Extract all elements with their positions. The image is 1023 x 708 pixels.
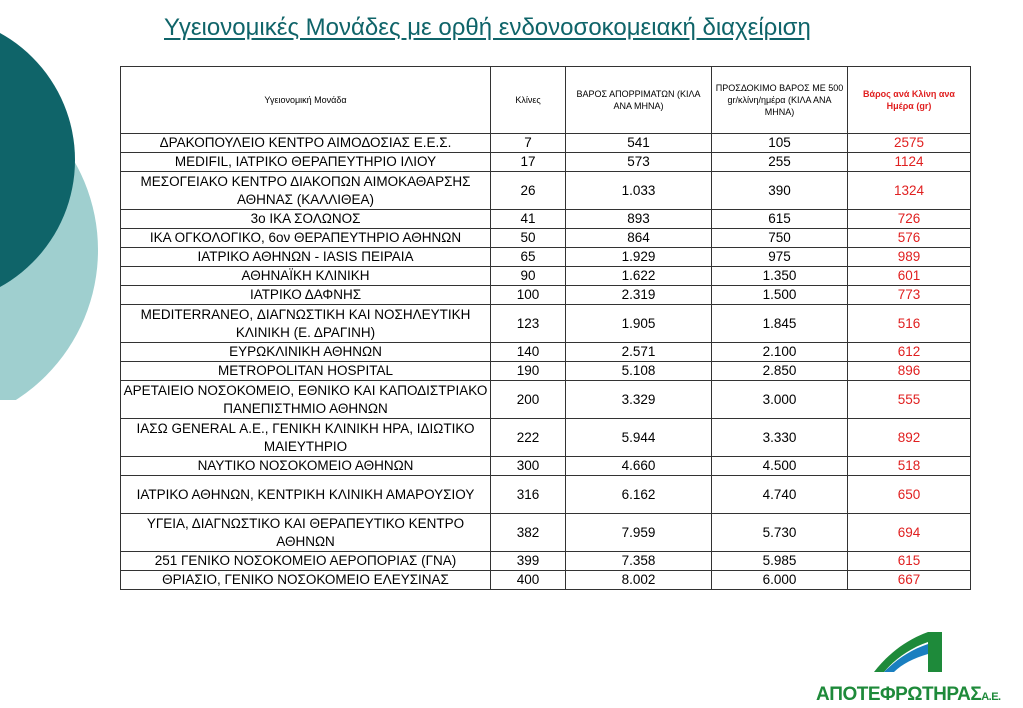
cell-weight-per-bed: 667 [848,571,971,590]
cell-weight-per-bed: 2575 [848,134,971,153]
logo-suffix: Α.Ε. [981,691,1001,703]
logo-wordmark [816,684,1001,706]
cell-unit-name: ΕΥΡΩΚΛΙΝΙΚΗ ΑΘΗΝΩΝ [121,343,491,362]
cell-waste-weight: 6.162 [566,476,712,514]
cell-expected-weight: 2.850 [712,362,848,381]
cell-beds: 41 [491,210,566,229]
header-waste-weight: ΒΑΡΟΣ ΑΠΟΡΡΙΜΑΤΩΝ (ΚΙΛΑ ΑΝΑ ΜΗΝΑ) [566,67,712,134]
cell-waste-weight: 7.358 [566,552,712,571]
cell-unit-name: ΙΑΤΡΙΚΟ ΑΘΗΝΩΝ, ΚΕΝΤΡΙΚΗ ΚΛΙΝΙΚΗ ΑΜΑΡΟΥΣΙΟΥ [121,476,491,514]
cell-weight-per-bed: 694 [848,514,971,552]
table-row [121,343,971,362]
cell-expected-weight: 3.000 [712,381,848,419]
logo-name: ΑΠΟΤΕΦΡΩΤΗΡΑΣ [816,684,982,705]
cell-unit-name: ΜΕΣΟΓΕΙΑΚΟ ΚΕΝΤΡΟ ΔΙΑΚΟΠΩΝ ΑΙΜΟΚΑΘΑΡΣΗΣ ΑΘΗΝΑΣ (ΚΑΛΛΙΘΕΑ) [121,172,491,210]
table-body [121,134,971,590]
cell-beds: 316 [491,476,566,514]
table-row [121,229,971,248]
table-row [121,457,971,476]
cell-expected-weight: 390 [712,172,848,210]
cell-beds: 50 [491,229,566,248]
cell-unit-name: ΔΡΑΚΟΠΟΥΛΕΙΟ ΚΕΝΤΡΟ ΑΙΜΟΔΟΣΙΑΣ Ε.Ε.Σ. [121,134,491,153]
cell-unit-name: METROPOLITAN HOSPITAL [121,362,491,381]
cell-unit-name: ΙΑΤΡΙΚΟ ΔΑΦΝΗΣ [121,286,491,305]
table-row [121,153,971,172]
cell-unit-name: 3ο ΙΚΑ ΣΟΛΩΝΟΣ [121,210,491,229]
cell-beds: 400 [491,571,566,590]
cell-unit-name: 251 ΓΕΝΙΚΟ ΝΟΣΟΚΟΜΕΙΟ ΑΕΡΟΠΟΡΙΑΣ (ΓΝΑ) [121,552,491,571]
cell-waste-weight: 2.319 [566,286,712,305]
cell-expected-weight: 1.845 [712,305,848,343]
table-row [121,419,971,457]
cell-beds: 26 [491,172,566,210]
cell-expected-weight: 4.500 [712,457,848,476]
cell-waste-weight: 1.905 [566,305,712,343]
company-logo [812,628,1022,706]
cell-beds: 300 [491,457,566,476]
header-beds: Κλίνες [491,67,566,134]
cell-waste-weight: 4.660 [566,457,712,476]
cell-beds: 222 [491,419,566,457]
cell-waste-weight: 5.944 [566,419,712,457]
cell-waste-weight: 864 [566,229,712,248]
cell-unit-name: ΑΘΗΝΑΪΚΗ ΚΛΙΝΙΚΗ [121,267,491,286]
cell-expected-weight: 105 [712,134,848,153]
cell-unit-name: MEDIFIL, ΙΑΤΡΙΚΟ ΘΕΡΑΠΕΥΤΗΡΙΟ ΙΛΙΟΥ [121,153,491,172]
table-header-row [121,67,971,134]
cell-waste-weight: 893 [566,210,712,229]
cell-beds: 65 [491,248,566,267]
cell-beds: 382 [491,514,566,552]
cell-beds: 7 [491,134,566,153]
cell-unit-name: ΝΑΥΤΙΚΟ ΝΟΣΟΚΟΜΕΙΟ ΑΘΗΝΩΝ [121,457,491,476]
table-row [121,267,971,286]
table-row [121,305,971,343]
cell-weight-per-bed: 615 [848,552,971,571]
cell-waste-weight: 1.622 [566,267,712,286]
cell-unit-name: ΘΡΙΑΣΙΟ, ΓΕΝΙΚΟ ΝΟΣΟΚΟΜΕΙΟ ΕΛΕΥΣΙΝΑΣ [121,571,491,590]
table-row [121,248,971,267]
cell-waste-weight: 3.329 [566,381,712,419]
cell-unit-name: ΥΓΕΙΑ, ΔΙΑΓΝΩΣΤΙΚΟ ΚΑΙ ΘΕΡΑΠΕΥΤΙΚΟ ΚΕΝΤΡΟ ΑΘΗΝΩΝ [121,514,491,552]
logo-mark-icon [870,628,970,680]
cell-weight-per-bed: 518 [848,457,971,476]
table-row [121,514,971,552]
cell-weight-per-bed: 601 [848,267,971,286]
cell-expected-weight: 750 [712,229,848,248]
cell-waste-weight: 7.959 [566,514,712,552]
cell-expected-weight: 6.000 [712,571,848,590]
cell-waste-weight: 541 [566,134,712,153]
cell-weight-per-bed: 989 [848,248,971,267]
cell-beds: 90 [491,267,566,286]
cell-waste-weight: 1.929 [566,248,712,267]
table-row [121,134,971,153]
cell-weight-per-bed: 555 [848,381,971,419]
cell-waste-weight: 1.033 [566,172,712,210]
cell-beds: 190 [491,362,566,381]
slide-title: Υγειονομικές Μονάδες με ορθή ενδονοσοκομειακή διαχείριση [164,14,811,41]
cell-expected-weight: 4.740 [712,476,848,514]
cell-expected-weight: 1.500 [712,286,848,305]
cell-waste-weight: 2.571 [566,343,712,362]
cell-expected-weight: 615 [712,210,848,229]
cell-weight-per-bed: 612 [848,343,971,362]
cell-beds: 17 [491,153,566,172]
cell-weight-per-bed: 892 [848,419,971,457]
cell-unit-name: ΙΚΑ ΟΓΚΟΛΟΓΙΚΟ, 6ον ΘΕΡΑΠΕΥΤΗΡΙΟ ΑΘΗΝΩΝ [121,229,491,248]
cell-unit-name: ΑΡΕΤΑΙΕΙΟ ΝΟΣΟΚΟΜΕΙΟ, ΕΘΝΙΚΟ ΚΑΙ ΚΑΠΟΔΙΣΤΡΙΑΚΟ ΠΑΝΕΠΙΣΤΗΜΙΟ ΑΘΗΝΩΝ [121,381,491,419]
cell-weight-per-bed: 576 [848,229,971,248]
cell-weight-per-bed: 1124 [848,153,971,172]
cell-expected-weight: 5.985 [712,552,848,571]
cell-beds: 100 [491,286,566,305]
cell-weight-per-bed: 650 [848,476,971,514]
header-weight-per-bed: Βάρος ανά Κλίνη ανα Ημέρα (gr) [848,67,971,134]
header-unit: Υγειονομική Μονάδα [121,67,491,134]
cell-waste-weight: 8.002 [566,571,712,590]
table-row [121,476,971,514]
hospitals-table [120,66,971,590]
cell-beds: 200 [491,381,566,419]
cell-unit-name: MEDITERRANEO, ΔΙΑΓΝΩΣΤΙΚΗ ΚΑΙ ΝΟΣΗΛΕΥΤΙΚΗ ΚΛΙΝΙΚΗ (Ε. ΔΡΑΓΙΝΗ) [121,305,491,343]
table-row [121,210,971,229]
cell-expected-weight: 2.100 [712,343,848,362]
table-row [121,381,971,419]
cell-weight-per-bed: 1324 [848,172,971,210]
table-row [121,362,971,381]
cell-expected-weight: 255 [712,153,848,172]
cell-expected-weight: 975 [712,248,848,267]
cell-expected-weight: 3.330 [712,419,848,457]
cell-unit-name: ΙΑΣΩ GENERAL Α.Ε., ΓΕΝΙΚΗ ΚΛΙΝΙΚΗ ΗΡΑ, ΙΔΙΩΤΙΚΟ ΜΑΙΕΥΤΗΡΙΟ [121,419,491,457]
cell-beds: 399 [491,552,566,571]
header-expected-weight: ΠΡΟΣΔΟΚΙΜΟ ΒΑΡΟΣ ΜΕ 500 gr/κλίνη/ημέρα (ΚΙΛΑ ΑΝΑ ΜΗΝΑ) [712,67,848,134]
cell-weight-per-bed: 726 [848,210,971,229]
cell-unit-name: ΙΑΤΡΙΚΟ ΑΘΗΝΩΝ - IASIS ΠΕΙΡΑΙΑ [121,248,491,267]
table-row [121,286,971,305]
table-row [121,172,971,210]
cell-beds: 140 [491,343,566,362]
cell-weight-per-bed: 896 [848,362,971,381]
cell-weight-per-bed: 773 [848,286,971,305]
table-row [121,571,971,590]
cell-waste-weight: 5.108 [566,362,712,381]
cell-expected-weight: 5.730 [712,514,848,552]
decorative-circles [0,0,110,400]
cell-beds: 123 [491,305,566,343]
cell-waste-weight: 573 [566,153,712,172]
cell-weight-per-bed: 516 [848,305,971,343]
cell-expected-weight: 1.350 [712,267,848,286]
table-row [121,552,971,571]
